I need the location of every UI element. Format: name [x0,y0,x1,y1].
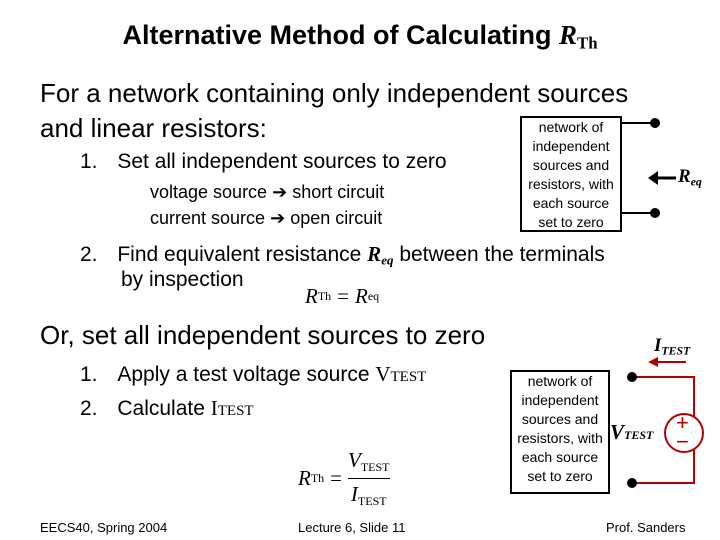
alt-step-2-sub: TEST [217,403,254,419]
rule-right: short circuit [292,182,385,202]
minus-icon: − [676,429,689,454]
box-line: network of [538,119,604,135]
eq1-equals: = [337,284,350,308]
box-line: sources and [532,157,610,173]
eq1-lhs-sub: Th [317,289,332,303]
alt-step-1-text: Apply a test voltage source [117,363,376,386]
eq2-numerator-sub: TEST [360,460,390,474]
alt-step-1-var: V [375,362,391,386]
req-var: R [678,166,691,187]
box-line: independent [521,392,599,408]
slide-title-sub: Th [577,33,598,53]
vtest-label [610,420,653,445]
eq2-denominator-sub: TEST [357,494,387,508]
eq2-lhs-sub: Th [310,471,325,485]
itest-sub: TEST [661,344,691,358]
terminal-dot [650,118,660,128]
box-line: independent [532,138,610,154]
itest-var: I [654,335,662,356]
equation-rth-fraction [298,448,390,509]
eq1-lhs: R [305,284,318,308]
alt-step-2-number: 2. [80,397,98,420]
box-line: set to zero [527,468,593,484]
itest-label [654,335,690,358]
eq2-lhs: R [298,466,311,490]
req-arrowhead-icon [648,171,658,185]
slide-title-text: Alternative Method of Calculating [122,20,560,50]
equation-rth-req [305,284,379,309]
step-2-number: 2. [80,243,98,266]
alt-step-2-text: Calculate [117,397,211,420]
alt-step-2 [80,396,254,421]
step-2-text-a: Find equivalent resistance [117,243,368,266]
network-box-bottom [510,370,610,494]
vtest-var: V [610,420,625,444]
terminal-dot [627,478,637,488]
box-line: set to zero [538,214,604,230]
footer-course: EECS40, Spring 2004 [40,520,168,535]
alt-step-2-var: I [210,396,218,420]
footer-slide: Lecture 6, Slide 11 [298,520,406,535]
itest-arrowhead-icon [648,357,658,367]
rule-left: voltage source [150,182,268,202]
slide-title-var: R [559,20,578,50]
step-2 [80,242,605,269]
plus-icon: + [676,410,689,435]
box-line: resistors, with [517,430,603,446]
eq2-denominator: I [350,482,358,506]
step-1-text: Set all independent sources to zero [117,150,447,173]
rule-left: current source [150,208,266,228]
intro-line-1: For a network containing only independent sources [40,78,629,108]
step-2-var: R [367,242,382,266]
alt-step-1 [80,362,426,387]
vtest-sub: TEST [624,428,654,442]
req-sub: eq [690,175,702,189]
step-1-number: 1. [80,150,98,173]
eq2-equals: = [330,466,343,490]
or-line: Or, set all independent sources to zero [40,320,486,350]
alt-step-1-number: 1. [80,363,98,386]
step-2-sub: eq [381,252,394,268]
step-2-text-b: between the terminals [393,243,605,266]
box-line: resistors, with [528,176,614,192]
eq2-fraction [348,448,390,509]
box-line: sources and [521,411,599,427]
req-label [678,166,702,189]
arrow-icon: ➔ [272,182,288,202]
fraction-bar [348,478,390,479]
footer-author: Prof. Sanders [606,520,686,535]
box-line: each source [532,195,610,211]
network-box-top [520,116,622,232]
eq1-rhs-sub: eq [367,289,380,303]
eq1-rhs: R [355,284,368,308]
alt-step-1-sub: TEST [390,369,427,385]
intro-line-2: and linear resistors: [40,113,267,143]
arrow-icon: ➔ [270,208,286,228]
box-line: each source [521,449,599,465]
terminal-dot [650,208,660,218]
eq2-numerator: V [348,448,361,472]
box-line: network of [527,373,593,389]
step-2-line-2: by inspection [121,268,244,291]
terminal-dot [627,372,637,382]
rule-right: open circuit [290,208,383,228]
